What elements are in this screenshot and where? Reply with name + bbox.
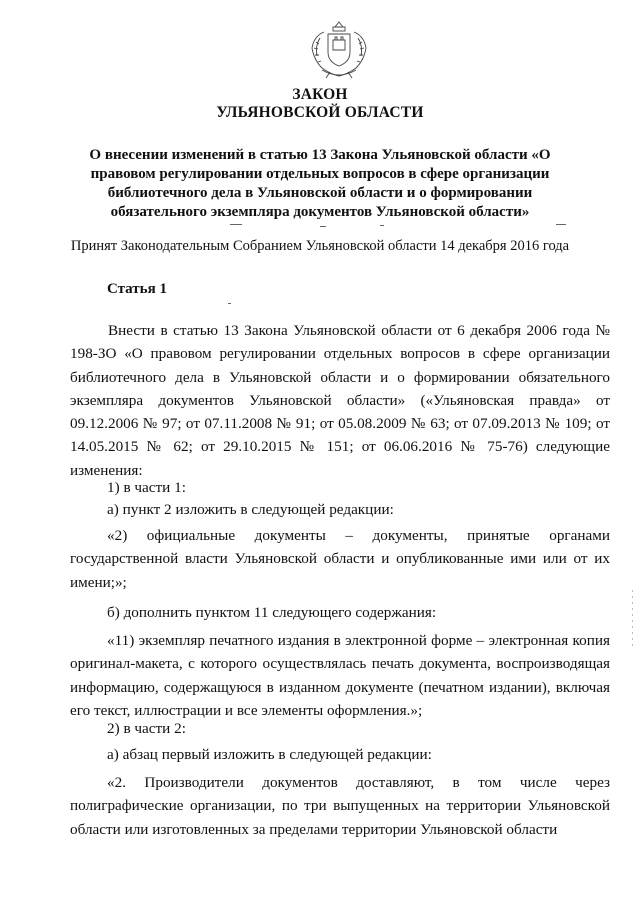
article-heading: Статья 1 [107, 281, 167, 297]
quoted-definition: «2) официальные документы – документы, принятые органами государственной власти Ульяновской области и опубликованные ими или от их имени;»; [70, 527, 610, 591]
list-item: 1) в части 1: [107, 479, 186, 496]
list-item: а) абзац первый изложить в следующей редакции: [107, 746, 432, 763]
adoption-note: Принят Законодательным Собранием Ульяновской области 14 декабря 2016 года [70, 238, 570, 254]
law-region-title: УЛЬЯНОВСКОЙ ОБЛАСТИ [216, 104, 424, 121]
list-item: 2) в части 2: [107, 720, 186, 737]
list-item: б) дополнить пунктом 11 следующего содержания: [107, 604, 437, 621]
list-item: а) пункт 2 изложить в следующей редакции: [107, 501, 394, 518]
law-subject: О внесении изменений в статью 13 Закона Ульяновской области «О правовом регулировании отдельных вопросов в сфере организации библиотечного дела в Ульяновской области и о формировании обязательного экземпляра документов Ульяновской области» [89, 147, 551, 220]
coat-of-arms-icon [300, 18, 378, 80]
law-title: ЗАКОН [292, 86, 348, 103]
quoted-paragraph: «2. Производители документов доставляют, в том числе через полиграфические организации, по три выпущенных на территории Ульяновской области или изготовленных за пределами территории Ульяновской области [70, 774, 610, 838]
quoted-definition: «11) экземпляр печатного издания в электронной форме – электронная копия оригинал-макета, с которого осуществлялась печать документа, воспроизводящая информацию, содержащуюся в изданном документе (печатном издании), включая его текст, иллюстрации и все элементы оформления.»; [70, 632, 610, 719]
scan-margin-mark [632, 590, 633, 650]
article-intro-paragraph: Внести в статью 13 Закона Ульяновской области от 6 декабря 2006 года № 198-ЗО «О правовом регулировании отдельных вопросов в сфере организации библиотечного дела в Ульяновской области и о формировании обязательного экземпляра документов Ульяновской области» («Ульяновская правда» от 09.12.2006 № 97; от 07.11.2008 № 91; от 05.08.2009 № 63; от 07.09.2013 № 109; от 14.05.2015 № 62; от 29.10.2015 № 151; от 06.06.2016 № 75-76) следующие изменения: [70, 322, 610, 479]
